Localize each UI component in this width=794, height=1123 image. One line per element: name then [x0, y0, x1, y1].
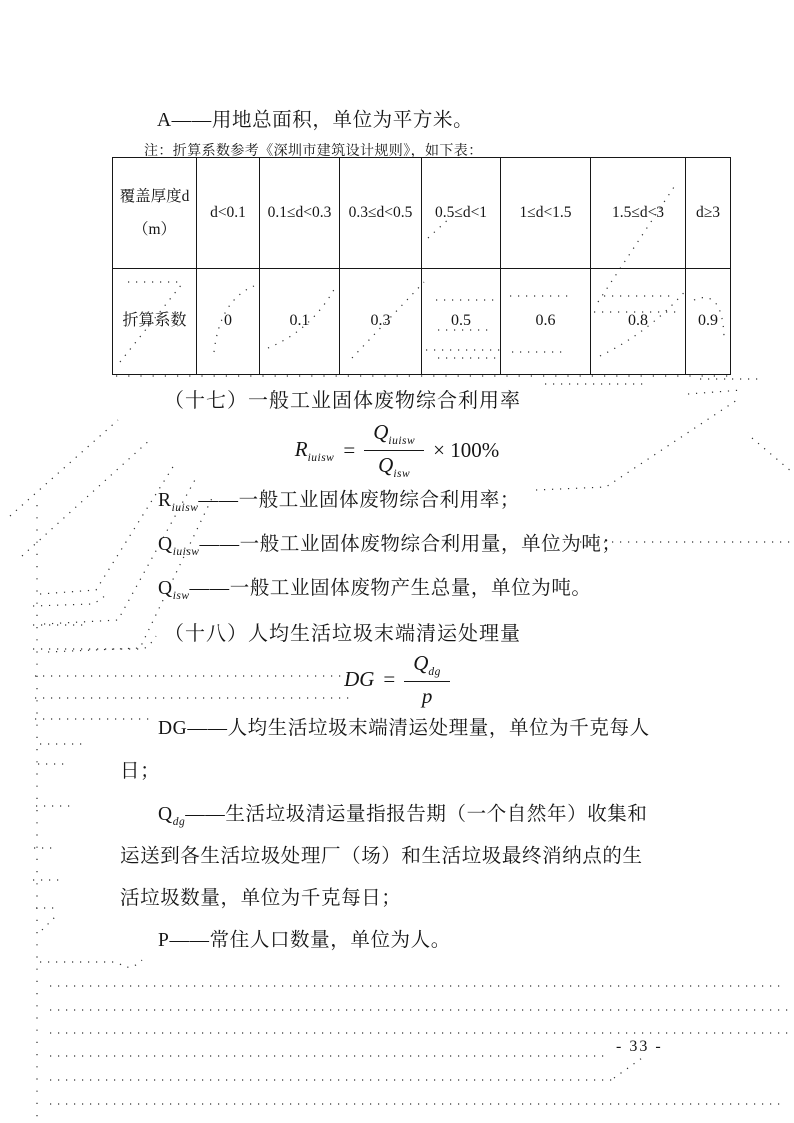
fraction [404, 651, 450, 709]
definition-qdg-line-2: 运送到各生活垃圾处理厂（场）和生活垃圾最终消纳点的生 [120, 846, 643, 867]
fraction-numerator: $Q_{iuisw}$ [364, 420, 424, 451]
definition-qdg-line-1: $Q_{dg}——$生活垃圾清运量指报告期（一个自然年）收集和 [158, 804, 648, 828]
table-header-range-3: 0.3≤d<0.5 [340, 158, 422, 269]
table-note: 注：折算系数参考《深圳市建筑设计规则》，如下表： [144, 144, 483, 159]
table-label-coefficient: 折算系数 [113, 269, 197, 375]
formula-dg [0, 651, 794, 709]
formula-suffix: × 100% [433, 438, 500, 463]
equals-sign: = [343, 438, 356, 463]
definition-dg-line-1: DG——人均生活垃圾末端清运处理量，单位为千克每人 [158, 718, 650, 739]
table-header-range-1: d<0.1 [197, 158, 260, 269]
noise-line [50, 1058, 642, 1080]
table-header-range-4: 0.5≤d<1 [422, 158, 501, 269]
fraction-denominator: $Q_{isw}$ [378, 453, 411, 481]
table-header-thickness: 覆盖厚度d（m） [113, 158, 197, 269]
noise-line [33, 636, 156, 649]
page-number: - 33 - [616, 1038, 663, 1055]
table-value-4: 0.5 [422, 269, 501, 375]
definition-riuisw: $R_{iuisw}——$一般工业固体废物综合利用率； [158, 490, 521, 514]
table-value-5: 0.6 [501, 269, 591, 375]
fraction-denominator: p [421, 684, 433, 709]
definition-qdg-line-3: 活垃圾数量，单位为千克每日； [120, 888, 402, 909]
table-value-2: 0.1 [260, 269, 340, 375]
noise-line [688, 390, 742, 394]
conversion-coefficient-table [112, 157, 731, 375]
equals-sign: = [383, 667, 396, 692]
noise-line [33, 744, 84, 908]
table-header-range-6: 1.5≤d<3 [591, 158, 686, 269]
definition-qisw: $Q_{isw}——$一般工业固体废物产生总量，单位为吨。 [158, 578, 592, 602]
fraction [364, 420, 424, 482]
table-value-6: 0.8 [591, 269, 686, 375]
section-17-heading: （十七）一般工业固体废物综合利用率 [164, 390, 521, 412]
table-value-3: 0.3 [340, 269, 422, 375]
definition-p: P——常住人口数量，单位为人。 [158, 930, 451, 951]
fraction-numerator: $Q_{dg}$ [404, 651, 450, 682]
table-header-range-5: 1≤d<1.5 [501, 158, 591, 269]
formula-lhs: DG [344, 667, 375, 692]
table-header-range-7: d≥3 [686, 158, 731, 269]
definition-dg-line-2: 日； [120, 761, 161, 782]
formula-riuisw [0, 420, 794, 482]
table-row [113, 158, 731, 269]
noise-line [33, 592, 108, 606]
noise-line [42, 914, 58, 930]
table-value-1: 0 [197, 269, 260, 375]
formula-lhs: $R_{iuisw}$ [294, 437, 335, 465]
section-18-heading: （十八）人均生活垃圾末端清运处理量 [164, 623, 521, 645]
noise-line [40, 960, 142, 967]
table-value-7: 0.9 [686, 269, 731, 375]
definition-line-a: A——用地总面积，单位为平方米。 [157, 110, 474, 131]
table-header-range-2: 0.1≤d<0.3 [260, 158, 340, 269]
definition-qiuisw: $Q_{iuisw}——$一般工业固体废物综合利用量，单位为吨； [158, 534, 622, 558]
table-row [113, 269, 731, 375]
